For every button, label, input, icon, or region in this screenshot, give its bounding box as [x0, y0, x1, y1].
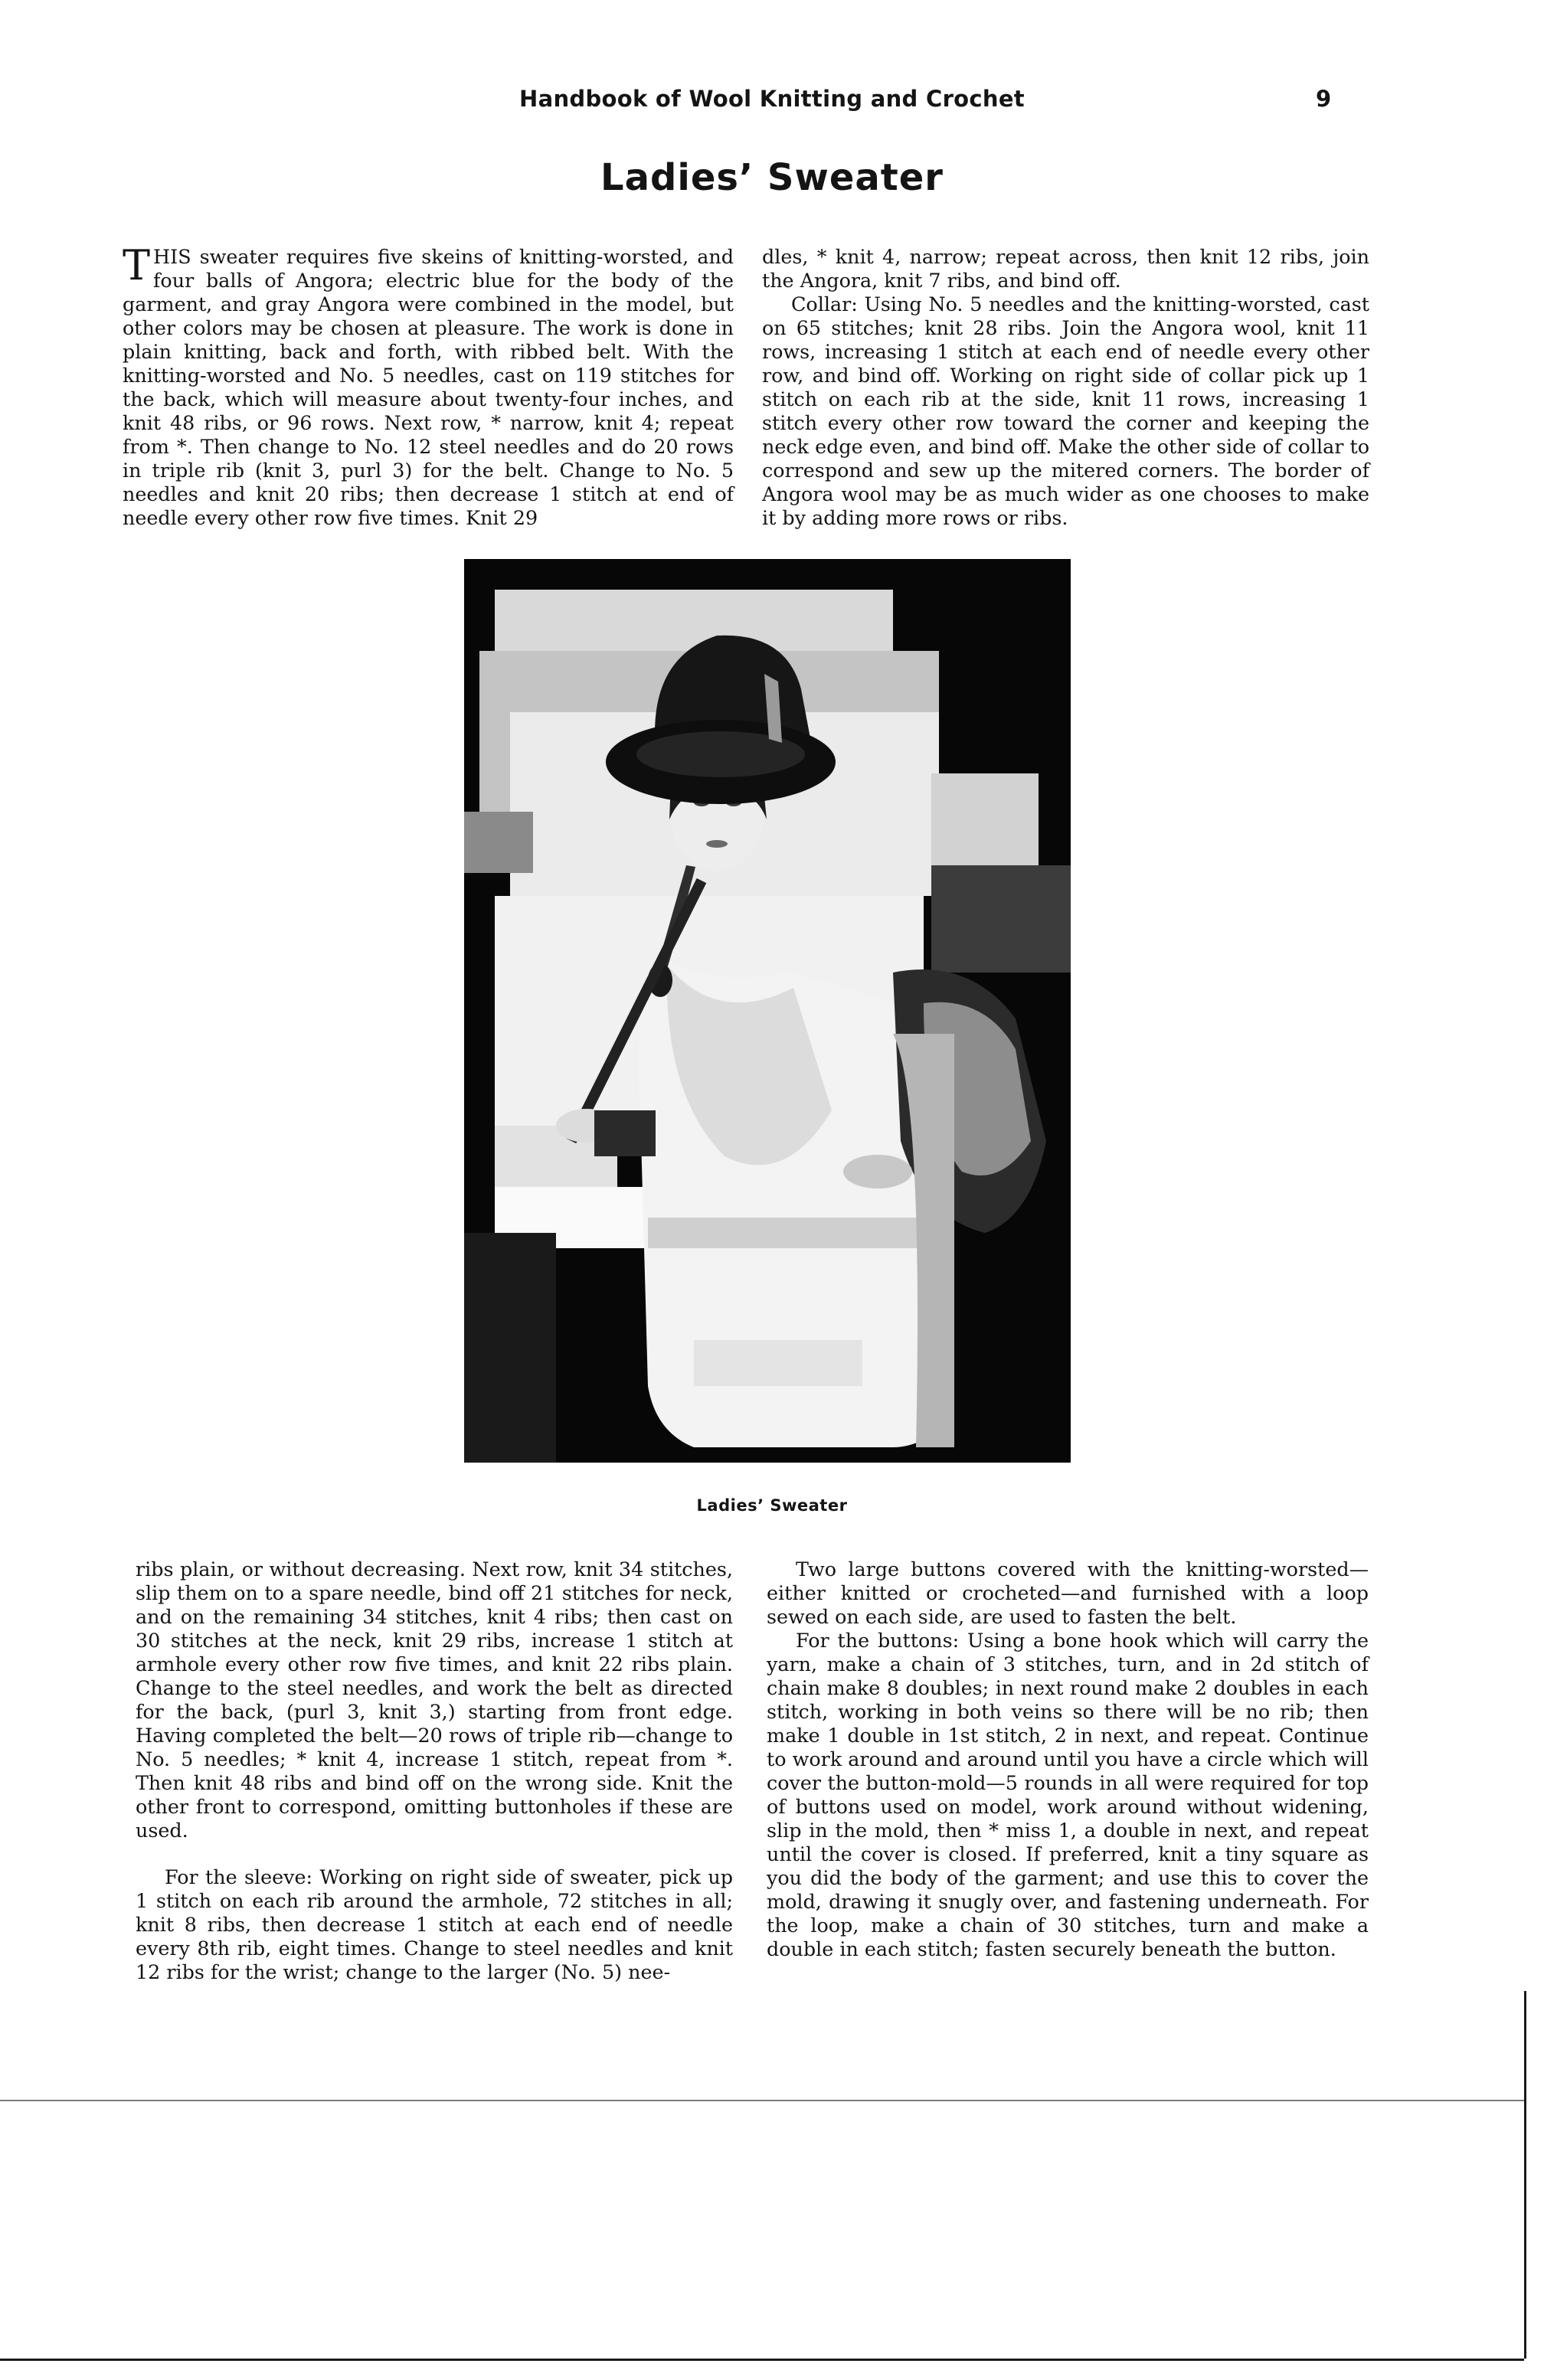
intro-paragraph [123, 241, 734, 530]
paragraph-sleeve: For the sleeve: Working on right side of sweater, pick up 1 stitch on each rib around the armhole, 72 stitches in all; knit 8 ribs, then decrease 1 stitch at each end of needle every 8th rib, eight times. Change to steel needles and knit 12 ribs for the wrist; change to the larger (No. 5) nee- [136, 1865, 733, 1983]
drop-cap: T [123, 241, 151, 289]
sweater-photograph [464, 559, 1071, 1463]
column-top-right [762, 245, 1369, 530]
paragraph-buttons-method: For the buttons: Using a bone hook which will carry the yarn, make a chain of 3 stitches, turn, and in 2d stitch of chain make 8 doubles; in next round make 2 doubles in each stitch, working in both veins so there will be no rib; then make 1 double in 1st stitch, 2 in next, and repeat. Continue to work around and around until you have a circle which will cover the button-mold—5 rounds in all were required for top of buttons used on model, work around without widening, slip in the mold, then * miss 1, a double in next, and repeat until the cover is closed. If preferred, knit a tiny square as you did the body of the garment; and use this to cover the mold, drawing it snugly over, and fastening underneath. For the loop, make a chain of 30 stitches, turn and make a double in each stitch; fasten securely beneath the button. [767, 1629, 1369, 1960]
scan-page-edge-right [1524, 1991, 1526, 2359]
article-title: Ladies’ Sweater [600, 156, 944, 199]
paragraph-buttons-intro: Two large buttons covered with the knitting-worsted—either knitted or crocheted—and furnished with a loop sewed on each side, are used to fasten the belt. [767, 1558, 1369, 1628]
scan-rule-middle [0, 2100, 1524, 2101]
page-number: 9 [1316, 86, 1332, 112]
paragraph-collar: Collar: Using No. 5 needles and the knitting-worsted, cast on 65 stitches; knit 28 ribs. Join the Angora wool, knit 11 rows, increasing 1 stitch at each end of needle every other row, and bind off. Working on right side of collar pick up 1 stitch on each rib at the side, knit 11 rows, increasing 1 stitch every other row toward the corner and keeping the neck edge even, and bind off. Make the other side of collar to correspond and sew up the mitered corners. The border of Angora wool may be as much wider as one chooses to make it by adding more rows or ribs. [762, 293, 1369, 529]
paragraph-continuation: dles, * knit 4, narrow; repeat across, then knit 12 ribs, join the Angora, knit 7 ribs, and bind off. [762, 245, 1369, 292]
column-bottom-right [767, 1558, 1369, 1961]
photo-illustration [464, 559, 1071, 1463]
paragraph-front: ribs plain, or without decreasing. Next row, knit 34 stitches, slip them on to a spare needle, bind off 21 stitches for neck, and on the remaining 34 stitches, knit 4 ribs; then cast on 30 stitches at the neck, knit 29 ribs, increase 1 stitch at armhole every other row five times, and knit 22 ribs plain. Change to the steel needles, and work the belt as directed for the back, (purl 3, knit 3,) starting from front edge. Having completed the belt—20 rows of triple rib—change to No. 5 needles; * knit 4, increase 1 stitch, repeat from *. Then knit 48 ribs and bind off on the wrong side. Knit the other front to correspond, omitting buttonholes if these are used. [136, 1558, 733, 1842]
figure-caption: Ladies’ Sweater [696, 1496, 848, 1515]
column-bottom-left [136, 1558, 733, 1984]
running-header: Handbook of Wool Knitting and Crochet [519, 86, 1025, 112]
intro-text: HIS sweater requires five skeins of knitting-worsted, and four balls of Angora; electric blue for the body of the garment, and gray Angora were combined in the model, but other colors may be chosen at pleasure. The work is done in plain knitting, back and forth, with ribbed belt. With the knitting-worsted and No. 5 needles, cast on 119 stitches for the back, which will measure about twenty-four inches, and knit 48 ribs, or 96 rows. Next row, * narrow, knit 4; repeat from *. Then change to No. 12 steel needles and do 20 rows in triple rib (knit 3, purl 3) for the belt. Change to No. 5 needles and knit 20 ribs; then decrease 1 stitch at end of needle every other row five times. Knit 29 [123, 245, 734, 529]
scan-rule-bottom [0, 2359, 1524, 2361]
column-top-left [123, 241, 734, 530]
